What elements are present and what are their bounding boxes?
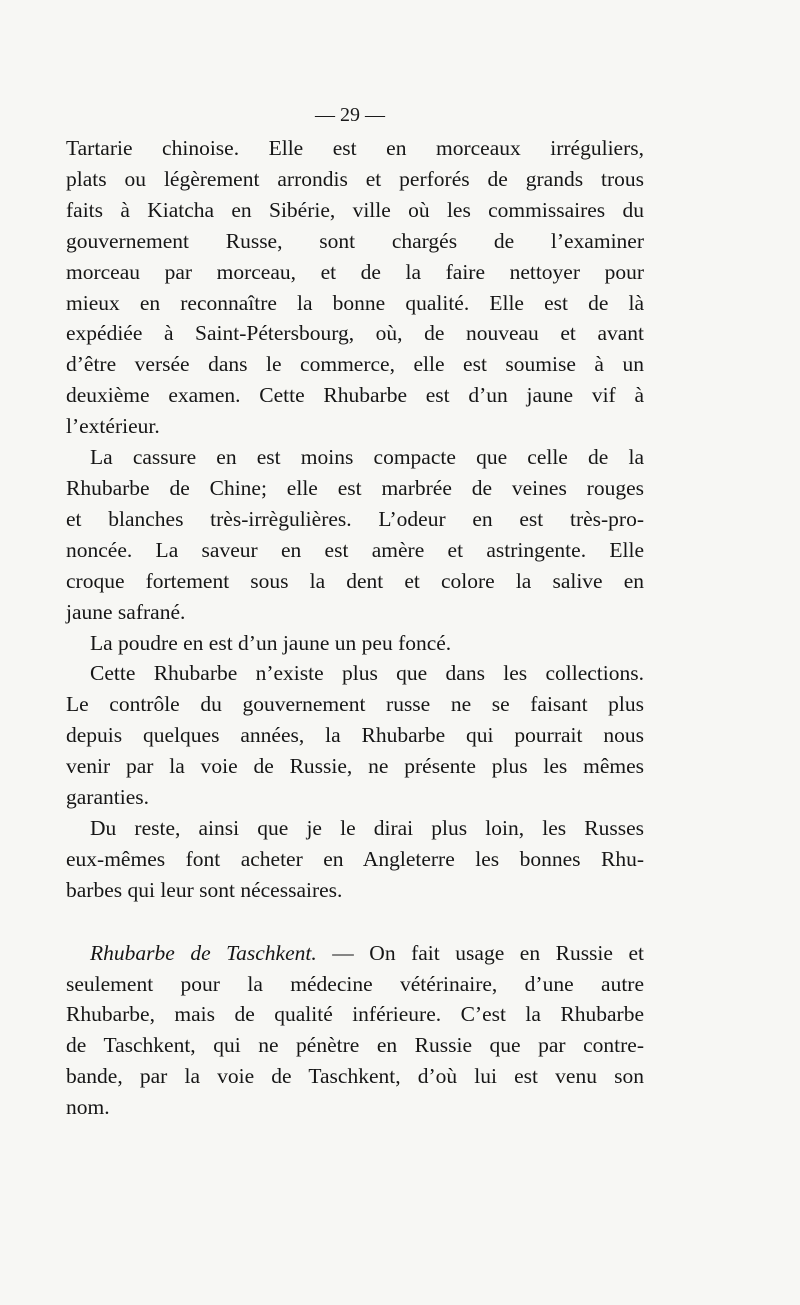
paragraph (66, 658, 644, 813)
paragraph (66, 442, 644, 627)
text-line: noncée. La saveur en est amère et astringente. Elle (66, 537, 644, 562)
body-text (66, 133, 644, 1123)
paragraph (66, 628, 644, 659)
text-line: La cassure en est moins compacte que celle de la (90, 445, 644, 470)
text-line: deuxième examen. Cette Rhubarbe est d’un jaune vif à (66, 383, 644, 408)
text-line: morceau par morceau, et de la faire nettoyer pour (66, 259, 644, 284)
text-line: l’extérieur. (66, 414, 160, 439)
section-paragraph (66, 938, 644, 1123)
section-lead-text: — On fait usage en Russie et (316, 940, 644, 965)
text-line (66, 938, 644, 969)
text-line: plats ou légèrement arrondis et perforés de grands trous (66, 166, 644, 191)
text-line: et blanches très-irrègulières. L’odeur en est très-pro- (66, 506, 644, 531)
text-line: Tartarie chinoise. Elle est en morceaux irréguliers, (66, 136, 644, 160)
text-line: jaune safrané. (66, 599, 186, 624)
text-line: croque fortement sous la dent et colore la salive en (66, 568, 644, 593)
text-line: Rhubarbe, mais de qualité inférieure. C’est la Rhubarbe (66, 1002, 644, 1027)
text-line: seulement pour la médecine vétérinaire, d’une autre (66, 971, 644, 996)
text-line: venir par la voie de Russie, ne présente plus les mêmes (66, 754, 644, 779)
text-line: d’être versée dans le commerce, elle est soumise à un (66, 352, 644, 377)
text-line: Le contrôle du gouvernement russe ne se faisant plus (66, 692, 644, 717)
section-gap (66, 906, 644, 938)
text-line: bande, par la voie de Taschkent, d’où lui est venu son (66, 1064, 644, 1089)
paragraph (66, 133, 644, 442)
text-line: La poudre en est d’un jaune un peu foncé. (90, 630, 452, 655)
text-line: Du reste, ainsi que je le dirai plus loin, les Russes (90, 815, 644, 840)
text-line: Rhubarbe de Chine; elle est marbrée de veines rouges (66, 475, 644, 500)
text-line: Cette Rhubarbe n’existe plus que dans les collections. (90, 661, 644, 686)
text-line: barbes qui leur sont nécessaires. (66, 877, 343, 902)
text-line: eux-mêmes font acheter en Angleterre les bonnes Rhu- (66, 846, 644, 871)
text-line: mieux en reconnaître la bonne qualité. Elle est de là (66, 290, 644, 315)
section-title: Rhubarbe de Taschkent. (90, 940, 317, 965)
text-line: expédiée à Saint-Pétersbourg, où, de nouveau et avant (66, 321, 644, 346)
text-line: depuis quelques années, la Rhubarbe qui pourrait nous (66, 723, 644, 748)
text-line: gouvernement Russe, sont chargés de l’examiner (66, 228, 644, 253)
text-line: de Taschkent, qui ne pénètre en Russie que par contre- (66, 1033, 644, 1058)
page-number: — 29 — (315, 104, 385, 126)
text-line: garanties. (66, 785, 149, 810)
text-line: nom. (66, 1095, 110, 1120)
text-line: faits à Kiatcha en Sibérie, ville où les commissaires du (66, 197, 644, 222)
paragraph (66, 813, 644, 906)
